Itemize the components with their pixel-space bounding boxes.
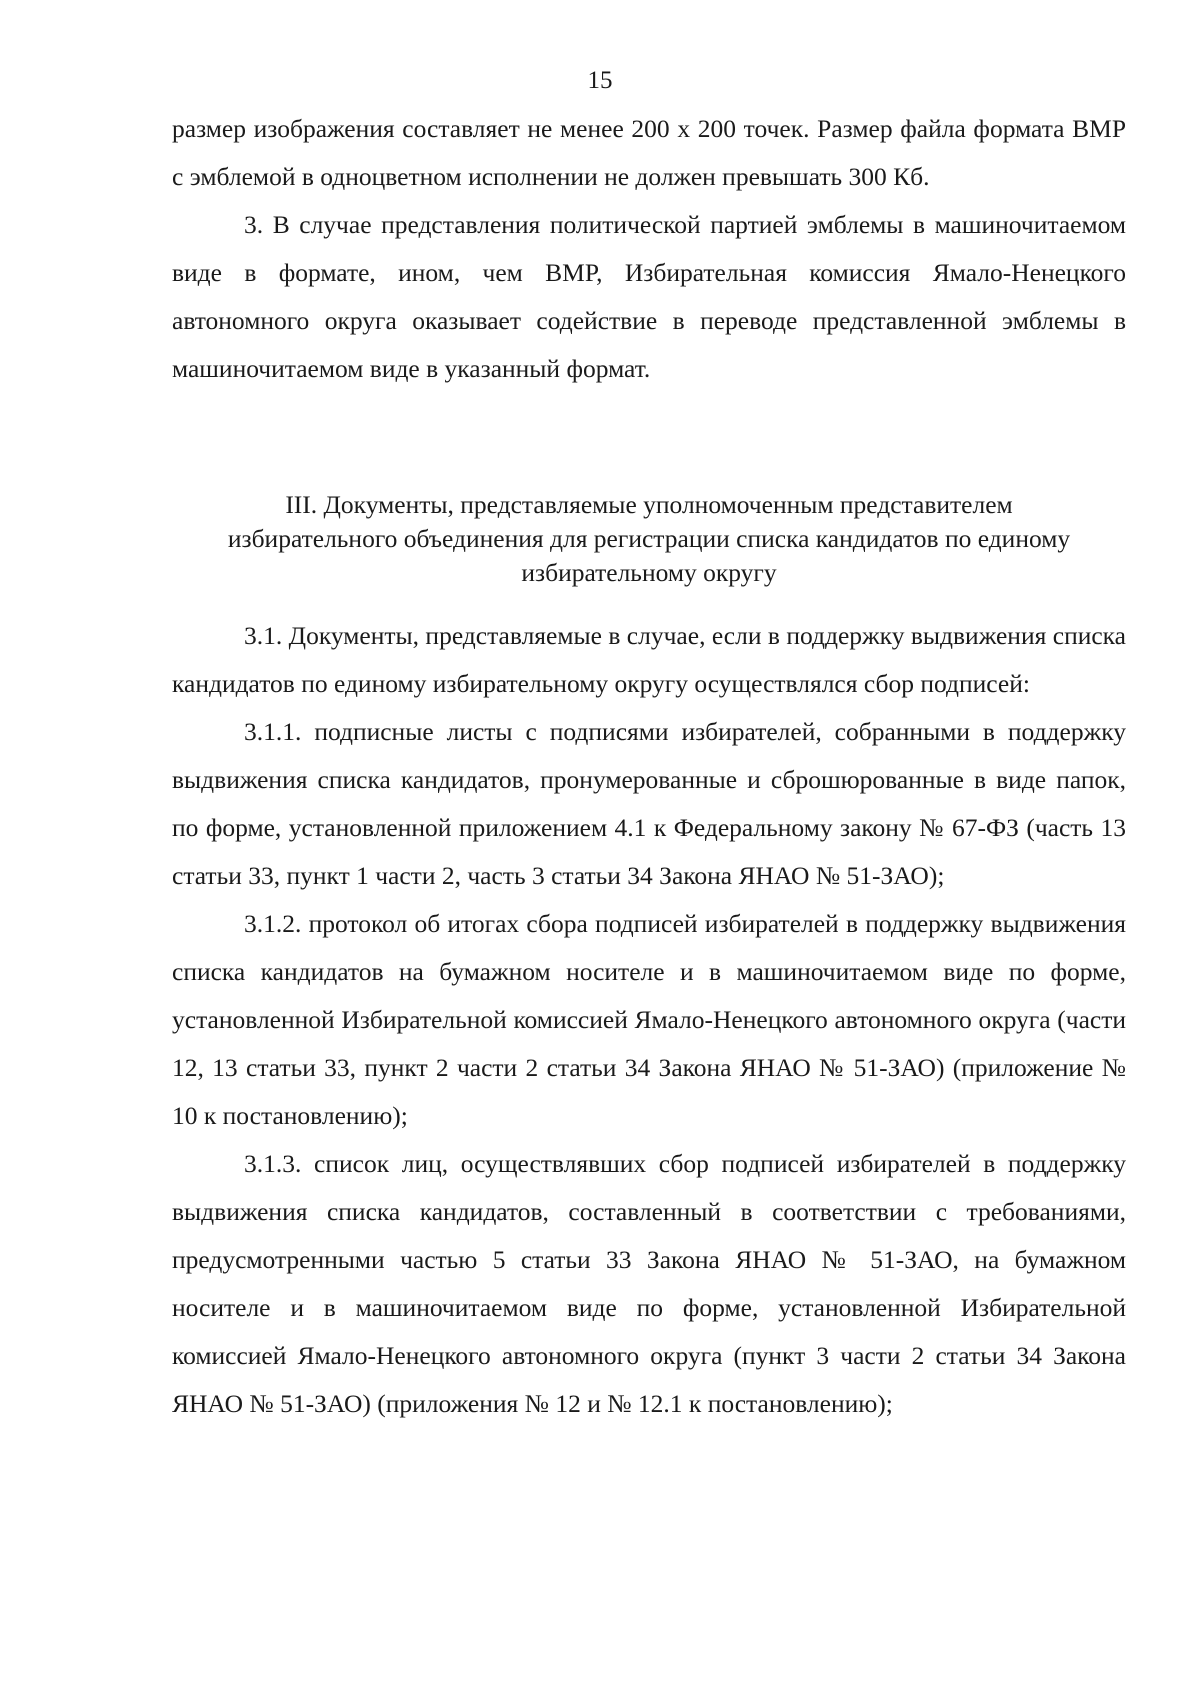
paragraph-3-1-3: 3.1.3. список лиц, осуществлявших сбор подписей избирателей в поддержку выдвижения списка кандидатов, составленный в соответствии с требованиями, предусмотренными частью 5 статьи 33 Закона ЯНАО № 51-ЗАО, на бумажном носителе и в машиночитаемом виде по форме, установленной Избирательной комиссией Ямало-Ненецкого автономного округа (пункт 3 части 2 статьи 34 Закона ЯНАО № 51-ЗАО) (приложения № 12 и № 12.1 к постановлению); [172,1149,1126,1418]
top-text-block [172,105,1126,393]
section-heading-line: избирательному округу [521,558,777,587]
section-heading-line: III. Документы, представляемые уполномоченным представителем [285,490,1013,519]
section-heading-line: избирательного объединения для регистрации списка кандидатов по единому [227,524,1071,553]
section-heading [172,488,1126,590]
paragraph-item-3: 3. В случае представления политической партией эмблемы в машиночитаемом виде в формате, ином, чем BMP, Избирательная комиссия Ямало-Ненецкого автономного округа оказывает содействие в переводе представленной эмблемы в машиночитаемом виде в указанный формат. [172,210,1126,383]
body-text-block [172,612,1126,1428]
page-number: 15 [587,67,613,94]
paragraph-3-1-2: 3.1.2. протокол об итогах сбора подписей избирателей в поддержку выдвижения списка кандидатов на бумажном носителе и в машиночитаемом виде по форме, установленной Избирательной комиссией Ямало-Ненецкого автономного округа (части 12, 13 статьи 33, пункт 2 части 2 статьи 34 Закона ЯНАО № 51-ЗАО) (приложение № 10 к постановлению); [172,909,1126,1130]
paragraph-continuation: размер изображения составляет не менее 200 х 200 точек. Размер файла формата BMP с эмблемой в одноцветном исполнении не должен превышать 300 Кб. [172,114,1126,191]
paragraph-3-1: 3.1. Документы, представляемые в случае, если в поддержку выдвижения списка кандидатов по единому избирательному округу осуществлялся сбор подписей: [172,621,1126,698]
paragraph-3-1-1: 3.1.1. подписные листы с подписями избирателей, собранными в поддержку выдвижения списка кандидатов, пронумерованные и сброшюрованные в виде папок, по форме, установленной приложением 4.1 к Федеральному закону № 67-ФЗ (часть 13 статьи 33, пункт 1 части 2, часть 3 статьи 34 Закона ЯНАО № 51-ЗАО); [172,717,1126,890]
